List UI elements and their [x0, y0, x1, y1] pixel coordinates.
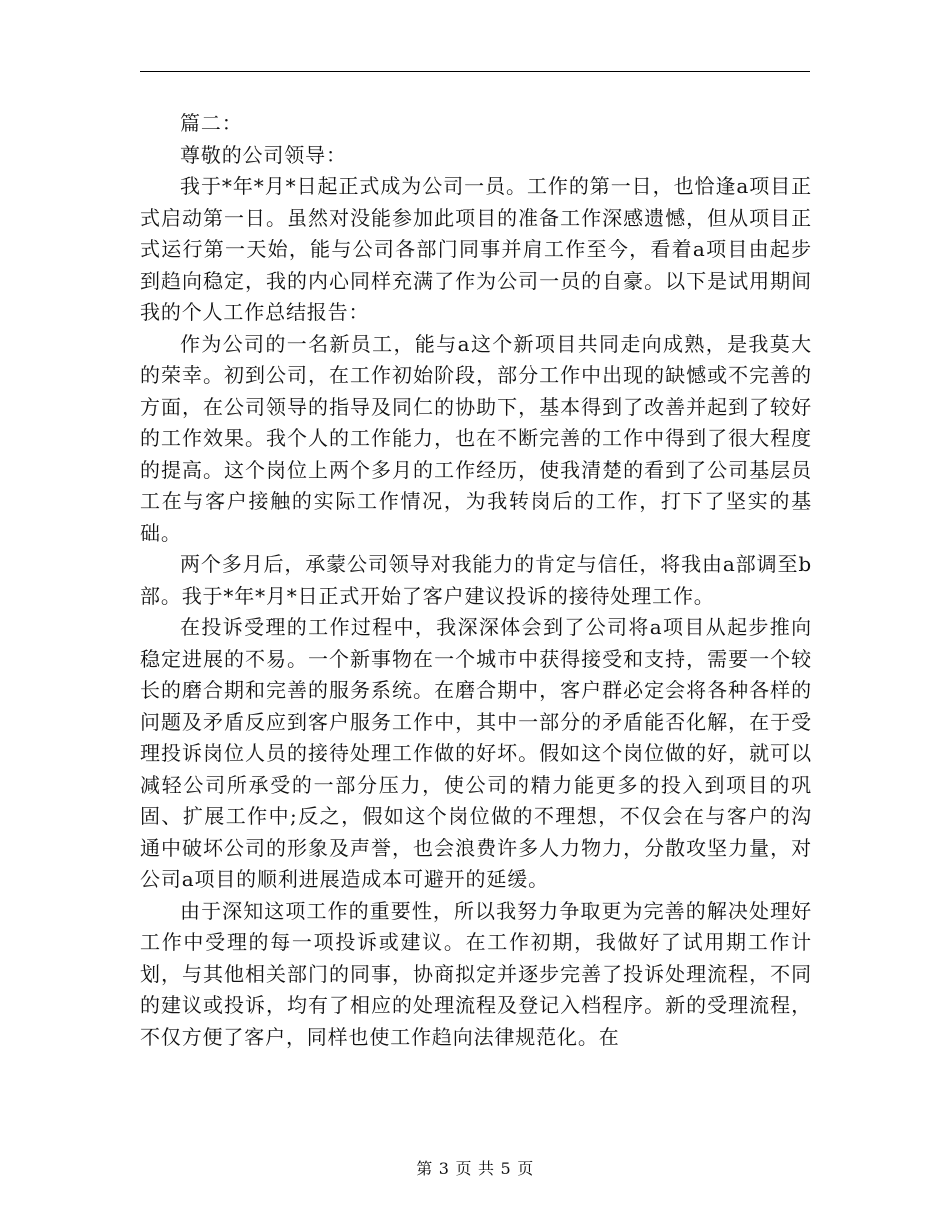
- footer-total-word: 共: [478, 1159, 495, 1178]
- page-footer: [0, 1156, 950, 1179]
- section-heading: 篇二：: [180, 111, 243, 135]
- footer-page-number: 3: [438, 1159, 450, 1178]
- paragraph: 作为公司的一名新员工，能与a这个新项目共同走向成熟，是我莫大的荣幸。初到公司，在工作初始阶段，部分工作中出现的缺憾或不完善的方面，在公司领导的指导及同仁的协助下，基本得到了改善并起到了较好的工作效果。我个人的工作能力，也在不断完善的工作中得到了很大程度的提高。这个岗位上两个多月的工作经历，使我清楚的看到了公司基层员工在与客户接触的实际工作情况，为我转岗后的工作，打下了坚实的基础。: [140, 331, 812, 545]
- footer-total-pages: 5: [500, 1159, 512, 1178]
- footer-suffix: 页: [517, 1159, 534, 1178]
- footer-page-word: 页: [455, 1159, 472, 1178]
- paragraph: 我于*年*月*日起正式成为公司一员。工作的第一日，也恰逢a项目正式启动第一日。虽然对没能参加此项目的准备工作深感遗憾，但从项目正式运行第一天始，能与公司各部门同事并肩工作至今，看着a项目由起步到趋向稳定，我的内心同样充满了作为公司一员的自豪。以下是试用期间我的个人工作总结报告：: [140, 174, 812, 324]
- paragraph: 由于深知这项工作的重要性，所以我努力争取更为完善的解决处理好工作中受理的每一项投诉或建议。在工作初期，我做好了试用期工作计划，与其他相关部门的同事，协商拟定并逐步完善了投诉处理流程，不同的建议或投诉，均有了相应的处理流程及登记入档程序。新的受理流程，不仅方便了客户，同样也使工作趋向法律规范化。在: [140, 898, 812, 1049]
- footer-prefix: 第: [416, 1159, 433, 1178]
- document-body: [140, 108, 812, 1053]
- header-rule: [140, 71, 810, 72]
- salutation: 尊敬的公司领导：: [180, 142, 347, 167]
- paragraph: 在投诉受理的工作过程中，我深深体会到了公司将a项目从起步推向稳定进展的不易。一个新事物在一个城市中获得接受和支持，需要一个较长的磨合期和完善的服务系统。在磨合期中，客户群必定会将各种各样的问题及矛盾反应到客户服务工作中，其中一部分的矛盾能否化解，在于受理投诉岗位人员的接待处理工作做的好坏。假如这个岗位做的好，就可以减轻公司所承受的一部分压力，使公司的精力能更多的投入到项目的巩固、扩展工作中;反之，假如这个岗位做的不理想，不仅会在与客户的沟通中破坏公司的形象及声誉，也会浪费许多人力物力，分散攻坚力量，对公司a项目的顺利进展造成本可避开的延缓。: [140, 615, 812, 891]
- paragraph: 两个多月后，承蒙公司领导对我能力的肯定与信任，将我由a部调至b部。我于*年*月*日正式开始了客户建议投诉的接待处理工作。: [140, 552, 812, 608]
